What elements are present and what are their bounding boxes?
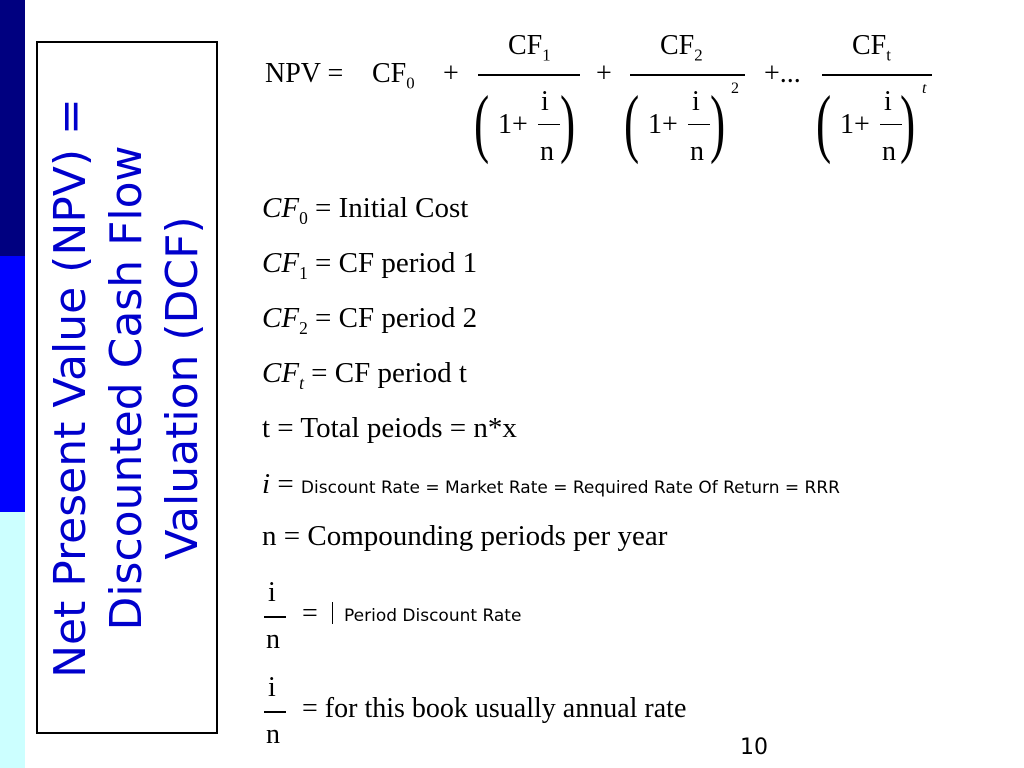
termt-right-paren: ): [900, 81, 916, 165]
def-cf2: $CF_2$ = CF period 2: [262, 302, 478, 338]
term2-one-plus: 1+: [648, 109, 678, 140]
ratio2-i: i: [268, 672, 276, 703]
term2-i: i: [692, 86, 700, 117]
term2-numerator: $CF_2$: [660, 30, 703, 65]
termt-exponent: t: [922, 80, 927, 97]
term1-one-plus: 1+: [498, 109, 528, 140]
ratio1-cursor-mark: [332, 602, 335, 624]
ratio2-text: = for this book usually annual rate: [302, 693, 687, 724]
term2-n: n: [690, 136, 704, 167]
termt-left-paren: (: [816, 81, 832, 165]
ratio1-text: Period Discount Rate: [344, 606, 522, 626]
ratio1-n: n: [266, 624, 280, 655]
term1-left-paren: (: [474, 81, 490, 165]
term2-exponent: 2: [731, 80, 739, 97]
title-line-1: Net Present Value (NPV) =: [45, 97, 96, 678]
page-number: 10: [740, 735, 768, 760]
termt-one-plus: 1+: [840, 109, 870, 140]
term1-fraction-bar: [478, 74, 580, 76]
term2-inner-bar: [688, 124, 710, 125]
def-n: n = Compounding periods per year: [262, 520, 668, 552]
ratio1-i: i: [268, 577, 276, 608]
slide-title: [43, 58, 211, 718]
term1-n: n: [540, 136, 554, 167]
formula-ellipsis: +...: [764, 58, 801, 89]
termt-fraction-bar: [822, 74, 932, 76]
def-cf0: $CF_0$ = Initial Cost: [262, 192, 469, 228]
term2-left-paren: (: [624, 81, 640, 165]
formula-cf0: $CF_0$: [372, 58, 415, 93]
side-stripe-bottom: [0, 512, 25, 768]
formula-plus-2: +: [596, 58, 612, 89]
ratio1-bar: [264, 616, 286, 618]
term1-numerator: $CF_1$: [508, 30, 551, 65]
termt-n: n: [882, 136, 896, 167]
ratio2-n: n: [266, 719, 280, 750]
def-cf1: $CF_1$ = CF period 1: [262, 247, 478, 283]
formula-plus-1: +: [443, 58, 459, 89]
termt-inner-bar: [880, 124, 902, 125]
title-line-3: Valuation (DCF): [157, 215, 208, 560]
def-cft: $CF_t$ = CF period t: [262, 357, 467, 393]
def-i: i = Discount Rate = Market Rate = Required Rate Of Return = RRR: [262, 468, 840, 500]
term1-right-paren: ): [560, 81, 576, 165]
ratio1-eq: =: [302, 598, 318, 629]
def-t: t = Total peiods = n*x: [262, 412, 517, 444]
term2-fraction-bar: [630, 74, 745, 76]
ratio2-bar: [264, 711, 286, 713]
title-line-2: Discounted Cash Flow: [101, 144, 152, 631]
formula-lhs: NPV =: [265, 58, 344, 89]
side-stripe-top: [0, 0, 25, 256]
termt-numerator: $CF_t$: [852, 30, 891, 65]
term1-i: i: [541, 86, 549, 117]
term2-right-paren: ): [710, 81, 726, 165]
side-stripe-middle: [0, 256, 25, 512]
termt-i: i: [884, 86, 892, 117]
term1-inner-bar: [538, 124, 560, 125]
slide-title-box: [36, 41, 218, 734]
